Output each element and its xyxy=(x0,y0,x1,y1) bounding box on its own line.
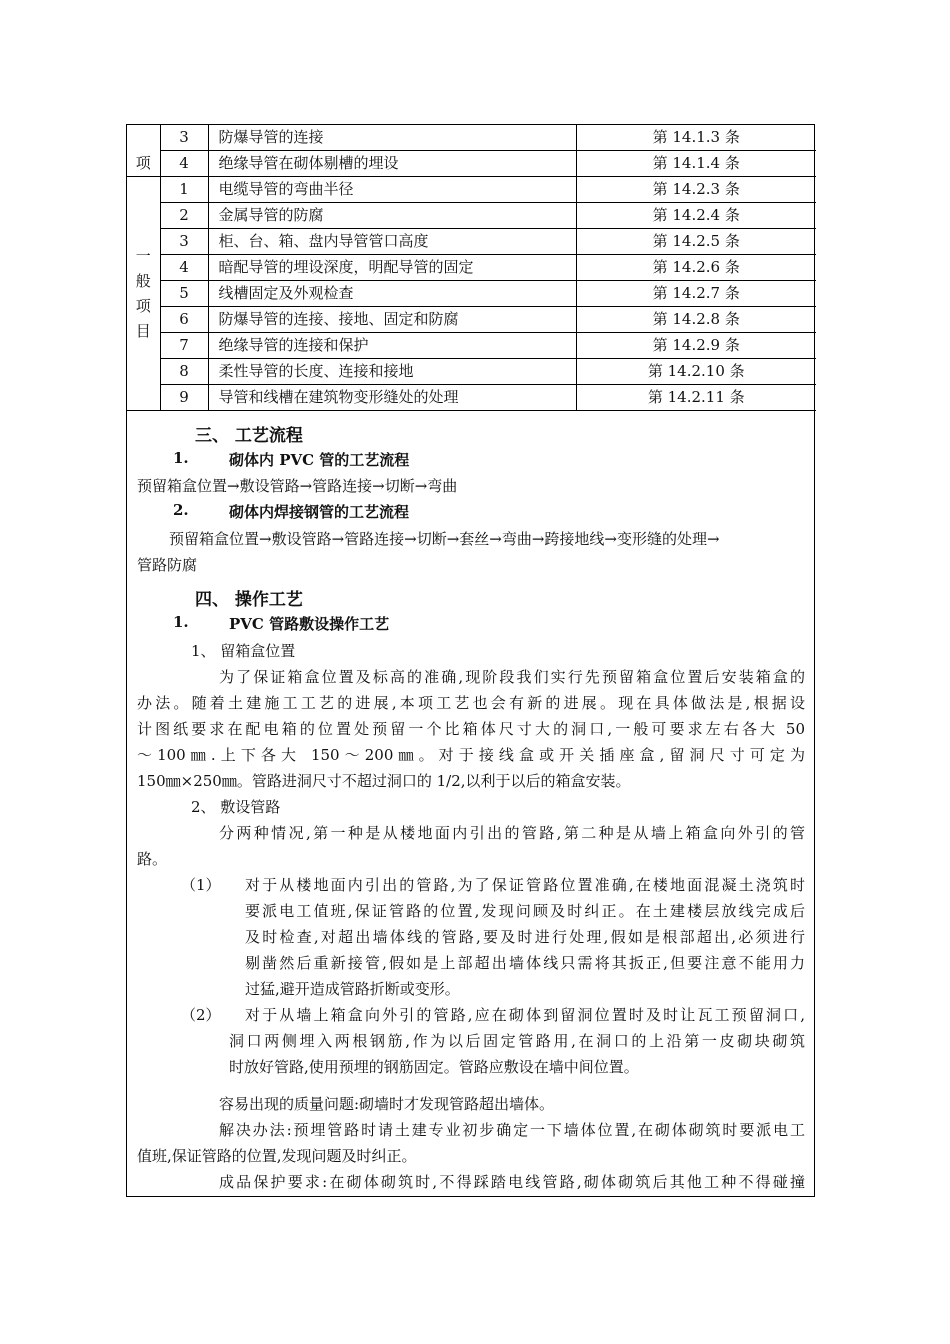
category-char: 一 xyxy=(135,246,151,265)
subsection-title: 砌体内焊接钢管的工艺流程 xyxy=(229,503,410,521)
procedure-body xyxy=(127,411,814,1075)
category-char: 项 xyxy=(135,296,151,315)
table-row xyxy=(127,307,816,333)
list-item-line: 及时检查,对超出墙体线的管路,要及时进行处理,假如是根部超出,必须进行 xyxy=(245,928,805,946)
table-row xyxy=(127,359,816,385)
quality-issue: 容易出现的质量问题:砌墙时才发现管路超出墙体。 xyxy=(219,1095,555,1113)
list-item-line: 洞口两侧埋入两根钢筋,作为以后固定管路用,在洞口的上沿第一皮砌块砌筑 xyxy=(229,1032,805,1050)
table-row xyxy=(127,281,816,307)
clause-reference: 第 14.1.4 条 xyxy=(576,151,816,177)
table-row xyxy=(127,385,816,411)
paragraph-line: 计图纸要求在配电箱的位置处预留一个比箱体尺寸大的洞口,一般可要求左右各大 50 xyxy=(137,720,805,738)
item-description: 电缆导管的弯曲半径 xyxy=(208,177,576,203)
list-item-line: 对于从楼地面内引出的管路,为了保证管路位置准确,在楼地面混凝土浇筑时 xyxy=(245,876,805,894)
section-3-title: 三、 工艺流程 xyxy=(195,426,303,446)
main-items-category-label: 项 xyxy=(135,153,151,172)
process-flow: 预留箱盒位置→敷设管路→管路连接→切断→套丝→弯曲→跨接地线→变形缝的处理→ xyxy=(169,530,720,548)
list-item-line: 对于从墙上箱盒向外引的管路,应在砌体到留洞位置时及时让瓦工预留洞口, xyxy=(245,1006,805,1024)
clause-reference: 第 14.2.9 条 xyxy=(576,333,816,359)
item-description: 柜、台、箱、盘内导管管口高度 xyxy=(208,229,576,255)
clause-reference: 第 14.2.11 条 xyxy=(576,385,816,411)
paragraph-line: 办法。随着土建施工工艺的进展,本项工艺也会有新的进展。现在具体做法是,根据设 xyxy=(137,694,805,712)
list-item-line: 过猛,避开造成管路折断或变形。 xyxy=(245,980,460,998)
paragraph-line: 150㎜×250㎜。管路进洞尺寸不超过洞口的 1/2,以利于以后的箱盒安装。 xyxy=(137,772,631,790)
process-flow-continued: 管路防腐 xyxy=(137,556,198,574)
general-items-category-label xyxy=(127,244,160,344)
table-row xyxy=(127,125,816,151)
solution-line: 值班,保证管路的位置,发现问题及时纠正。 xyxy=(137,1147,417,1165)
item-number: 8 xyxy=(160,359,208,385)
section-4-title: 四、 操作工艺 xyxy=(195,590,303,610)
item-description: 绝缘导管在砌体剔槽的埋设 xyxy=(208,151,576,177)
table-row xyxy=(127,203,816,229)
item-number: 3 xyxy=(160,229,208,255)
paragraph-line: 分两种情况,第一种是从楼地面内引出的管路,第二种是从墙上箱盒向外引的管 xyxy=(219,824,805,842)
subsection-number: 2. xyxy=(173,501,189,519)
category-char: 般 xyxy=(135,271,151,290)
process-flow: 预留箱盒位置→敷设管路→管路连接→切断→弯曲 xyxy=(137,477,458,495)
item-description: 防爆导管的连接、接地、固定和防腐 xyxy=(208,307,576,333)
item-description: 防爆导管的连接 xyxy=(208,125,576,151)
inspection-standard-table xyxy=(127,125,816,411)
table-row xyxy=(127,177,816,203)
item-description: 导管和线槽在建筑物变形缝处的处理 xyxy=(208,385,576,411)
clause-reference: 第 14.2.5 条 xyxy=(576,229,816,255)
list-item-line: 剔凿然后重新接管,假如是上部超出墙体线只需将其扳正,但要注意不能用力 xyxy=(245,954,805,972)
clause-reference: 第 14.2.8 条 xyxy=(576,307,816,333)
item-number: 4 xyxy=(160,151,208,177)
item-number: 7 xyxy=(160,333,208,359)
category-char: 目 xyxy=(135,321,151,340)
subsection-title: 砌体内 PVC 管的工艺流程 xyxy=(229,451,410,469)
subsection-number: 1. xyxy=(173,449,189,467)
table-row xyxy=(127,151,816,177)
table-row xyxy=(127,229,816,255)
item-number: 4 xyxy=(160,255,208,281)
item-number: 2 xyxy=(160,203,208,229)
clause-reference: 第 14.2.4 条 xyxy=(576,203,816,229)
protection-requirement: 成品保护要求:在砌体砌筑时,不得踩踏电线管路,砌体砌筑后其他工种不得碰撞 xyxy=(219,1173,805,1191)
item-number: 6 xyxy=(160,307,208,333)
item-description: 暗配导管的埋设深度，明配导管的固定 xyxy=(208,255,576,281)
item-number: 3 xyxy=(160,125,208,151)
paragraph-heading: 1、 留箱盒位置 xyxy=(191,642,296,660)
item-number: 5 xyxy=(160,281,208,307)
item-description: 线槽固定及外观检查 xyxy=(208,281,576,307)
clause-reference: 第 14.2.10 条 xyxy=(576,359,816,385)
paragraph-line: 为了保证箱盒位置及标高的准确,现阶段我们实行先预留箱盒位置后安装箱盒的 xyxy=(219,668,805,686)
list-item-line: 时放好管路,使用预埋的钢筋固定。管路应敷设在墙中间位置。 xyxy=(229,1058,639,1076)
clause-reference: 第 14.2.3 条 xyxy=(576,177,816,203)
table-row xyxy=(127,255,816,281)
list-item-line: 要派电工值班,保证管路的位置,发现问顾及时纠正。在土建楼层放线完成后 xyxy=(245,902,805,920)
document-sheet xyxy=(126,124,815,1197)
paragraph-line: ～100㎜.上下各大 150～200㎜。对于接线盒或开关插座盒,留洞尺寸可定为 xyxy=(137,746,805,764)
item-number: 9 xyxy=(160,385,208,411)
clause-reference: 第 14.1.3 条 xyxy=(576,125,816,151)
paragraph-heading: 2、 敷设管路 xyxy=(191,798,281,816)
item-description: 绝缘导管的连接和保护 xyxy=(208,333,576,359)
solution-line: 解决办法:预埋管路时请土建专业初步确定一下墙体位置,在砌体砌筑时要派电工 xyxy=(219,1121,805,1139)
clause-reference: 第 14.2.6 条 xyxy=(576,255,816,281)
paragraph-line: 路。 xyxy=(137,850,168,868)
list-marker: （1） xyxy=(181,876,221,894)
list-marker: （2） xyxy=(181,1006,221,1024)
general-items-category-cell xyxy=(127,177,160,411)
table-row xyxy=(127,333,816,359)
subsection-number: 1. xyxy=(173,613,189,631)
item-number: 1 xyxy=(160,177,208,203)
item-description: 金属导管的防腐 xyxy=(208,203,576,229)
item-description: 柔性导管的长度、连接和接地 xyxy=(208,359,576,385)
subsection-title: PVC 管路敷设操作工艺 xyxy=(229,615,390,633)
main-items-category-cell xyxy=(127,125,160,177)
clause-reference: 第 14.2.7 条 xyxy=(576,281,816,307)
